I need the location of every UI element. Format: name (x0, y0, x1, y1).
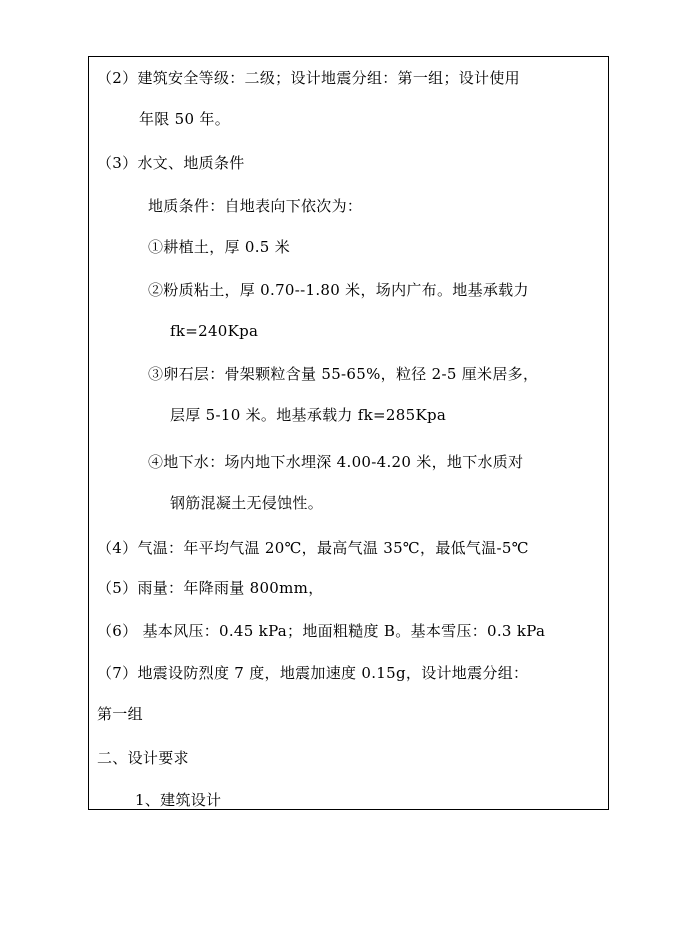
text-line-hydro-geology-heading: （3）水文、地质条件 (97, 154, 245, 172)
text-line-seismic: （7）地震设防烈度 7 度，地震加速度 0.15g，设计地震分组： (97, 664, 529, 682)
text-line-silty-clay: ②粉质粘土，厚 0.70--1.80 米，场内广布。地基承载力 (148, 281, 529, 299)
text-line-groundwater: ④地下水：场内地下水埋深 4.00-4.20 米，地下水质对 (148, 453, 524, 471)
text-line-silty-clay-capacity: fk=240Kpa (170, 322, 259, 340)
subsection-heading-architectural-design: 1、建筑设计 (135, 791, 222, 809)
text-line-temperature: （4）气温：年平均气温 20℃，最高气温 35℃，最低气温-5℃ (97, 539, 529, 557)
section-heading-design-requirements: 二、设计要求 (97, 749, 189, 767)
text-line-pebble-thickness: 层厚 5-10 米。地基承载力 fk=285Kpa (170, 406, 447, 424)
text-line-seismic-group: 第一组 (97, 705, 143, 723)
text-line-rainfall: （5）雨量：年降雨量 800mm， (97, 579, 324, 597)
text-line-pebble-layer: ③卵石层：骨架颗粒含量 55-65%，粒径 2-5 厘米居多， (148, 365, 539, 383)
text-line-building-safety: （2）建筑安全等级：二级；设计地震分组：第一组；设计使用 (97, 69, 520, 87)
text-line-topsoil: ①耕植土，厚 0.5 米 (148, 238, 290, 256)
text-line-wind-snow-pressure: （6） 基本风压：0.45 kPa；地面粗糙度 B。基本雪压：0.3 kPa (97, 622, 546, 640)
text-line-groundwater-corrosion: 钢筋混凝土无侵蚀性。 (170, 494, 324, 512)
text-line-geology-intro: 地质条件：自地表向下依次为： (148, 197, 363, 215)
text-line-service-life: 年限 50 年。 (139, 110, 231, 128)
